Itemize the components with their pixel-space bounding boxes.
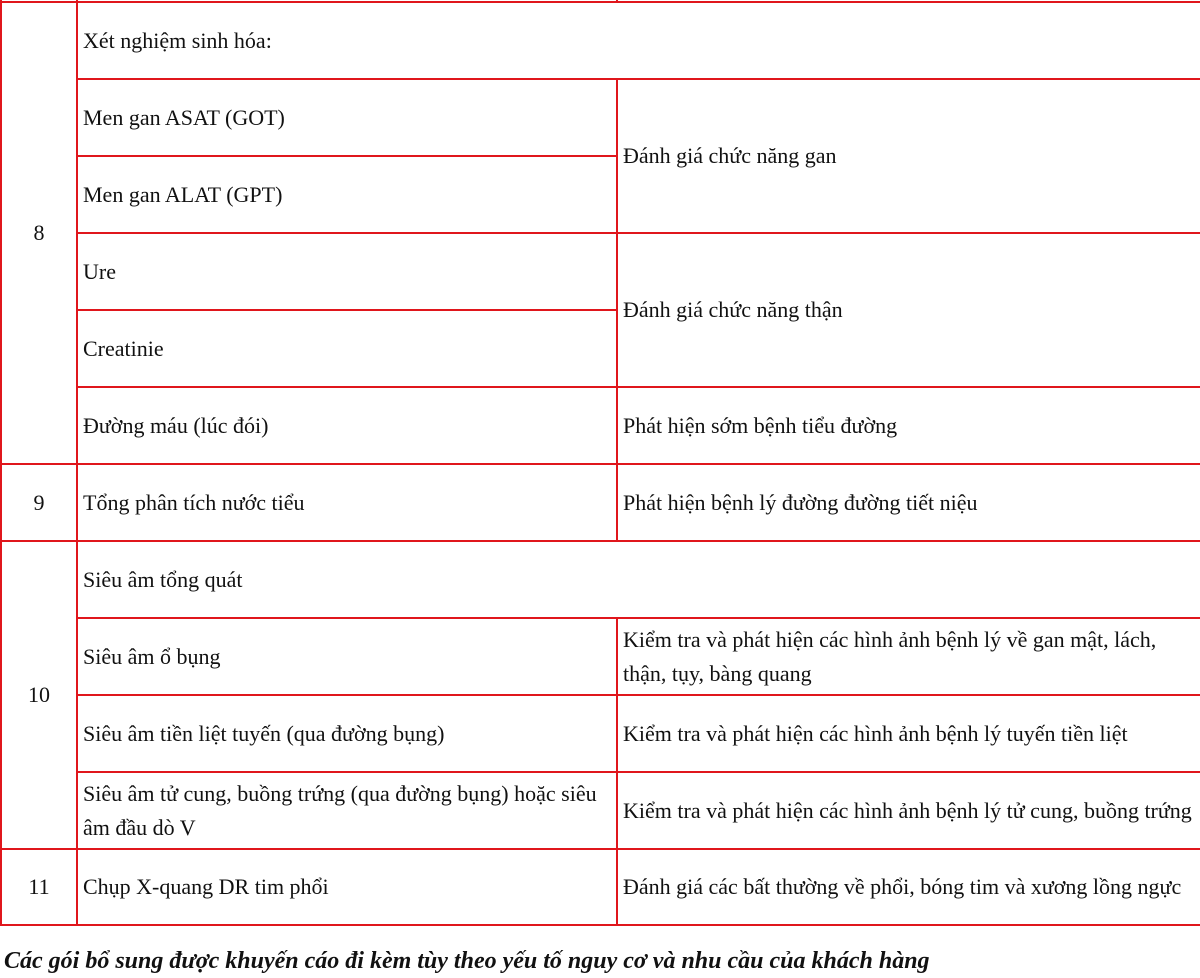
table-row (1, 849, 1200, 925)
test-purpose: Kiểm tra và phát hiện các hình ảnh bệnh lý về gan mật, lách, thận, tụy, bàng quang (617, 618, 1200, 695)
test-name: Creatinie (77, 310, 617, 387)
test-purpose: Đánh giá chức năng gan (617, 79, 1200, 233)
test-purpose: Phát hiện bệnh lý đường đường tiết niệu (617, 464, 1200, 541)
row-number: 10 (1, 541, 77, 849)
test-name: Tổng phân tích nước tiểu (77, 464, 617, 541)
test-name: Siêu âm tử cung, buồng trứng (qua đường bụng) hoặc siêu âm đầu dò V (77, 772, 617, 849)
table-row (1, 541, 1200, 618)
row-number: 11 (1, 849, 77, 925)
test-name: Ure (77, 233, 617, 310)
test-purpose: Đánh giá chức năng thận (617, 233, 1200, 387)
test-name: Đường máu (lúc đói) (77, 387, 617, 464)
test-name: Men gan ASAT (GOT) (77, 79, 617, 156)
footer-note: Các gói bổ sung được khuyến cáo đi kèm tùy theo yếu tố nguy cơ và nhu cầu của khách hàng (4, 948, 930, 974)
table-row (1, 618, 1200, 695)
table-row (1, 79, 1200, 156)
section-header: Siêu âm tổng quát (77, 541, 1200, 618)
test-name: Siêu âm ổ bụng (77, 618, 617, 695)
row-number: 8 (1, 2, 77, 464)
test-purpose: Đánh giá các bất thường về phổi, bóng tim và xương lồng ngực (617, 849, 1200, 925)
test-purpose: Kiểm tra và phát hiện các hình ảnh bệnh lý tử cung, buồng trứng (617, 772, 1200, 849)
table-row (1, 233, 1200, 310)
test-name: Siêu âm tiền liệt tuyến (qua đường bụng) (77, 695, 617, 772)
table-row (1, 772, 1200, 849)
table-row (1, 2, 1200, 79)
test-purpose: Kiểm tra và phát hiện các hình ảnh bệnh lý tuyến tiền liệt (617, 695, 1200, 772)
section-header: Xét nghiệm sinh hóa: (77, 2, 1200, 79)
test-purpose: Phát hiện sớm bệnh tiểu đường (617, 387, 1200, 464)
table-row (1, 387, 1200, 464)
test-name: Chụp X-quang DR tim phổi (77, 849, 617, 925)
table-row (1, 695, 1200, 772)
table-row (1, 464, 1200, 541)
test-name: Men gan ALAT (GPT) (77, 156, 617, 233)
row-number: 9 (1, 464, 77, 541)
